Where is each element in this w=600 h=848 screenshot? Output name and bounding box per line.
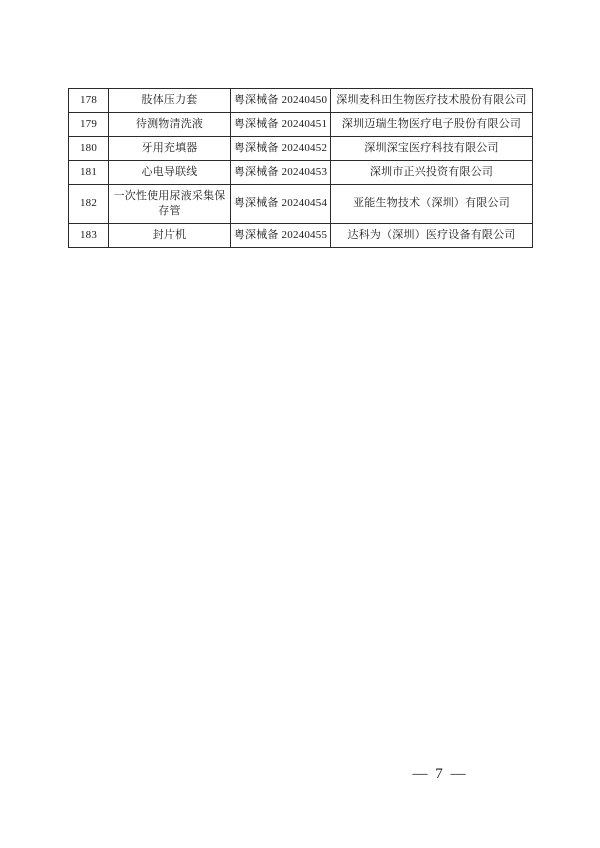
cell-company-name: 深圳市正兴投资有限公司 bbox=[331, 161, 533, 185]
table-row bbox=[69, 113, 533, 137]
cell-filing-code: 粤深械备 20240450 bbox=[231, 89, 331, 113]
cell-product-name: 待测物清洗液 bbox=[109, 113, 231, 137]
cell-serial-number: 182 bbox=[69, 185, 109, 224]
cell-product-name: 肢体压力套 bbox=[109, 89, 231, 113]
cell-company-name: 达科为（深圳）医疗设备有限公司 bbox=[331, 224, 533, 248]
cell-filing-code: 粤深械备 20240451 bbox=[231, 113, 331, 137]
cell-filing-code: 粤深械备 20240455 bbox=[231, 224, 331, 248]
table-row bbox=[69, 224, 533, 248]
cell-serial-number: 183 bbox=[69, 224, 109, 248]
table-body bbox=[69, 89, 533, 248]
cell-product-name: 封片机 bbox=[109, 224, 231, 248]
cell-filing-code: 粤深械备 20240453 bbox=[231, 161, 331, 185]
registration-table bbox=[68, 88, 533, 248]
cell-product-name: 一次性使用尿液采集保存管 bbox=[109, 185, 231, 224]
cell-filing-code: 粤深械备 20240454 bbox=[231, 185, 331, 224]
page-number: — 7 — bbox=[412, 766, 468, 782]
cell-serial-number: 178 bbox=[69, 89, 109, 113]
table-row bbox=[69, 161, 533, 185]
registration-table-container bbox=[68, 88, 532, 248]
table-row bbox=[69, 89, 533, 113]
cell-company-name: 深圳深宝医疗科技有限公司 bbox=[331, 137, 533, 161]
cell-serial-number: 181 bbox=[69, 161, 109, 185]
table-row bbox=[69, 137, 533, 161]
cell-company-name: 深圳麦科田生物医疗技术股份有限公司 bbox=[331, 89, 533, 113]
cell-serial-number: 180 bbox=[69, 137, 109, 161]
cell-filing-code: 粤深械备 20240452 bbox=[231, 137, 331, 161]
cell-company-name: 深圳迈瑞生物医疗电子股份有限公司 bbox=[331, 113, 533, 137]
cell-product-name: 心电导联线 bbox=[109, 161, 231, 185]
cell-serial-number: 179 bbox=[69, 113, 109, 137]
table-row bbox=[69, 185, 533, 224]
cell-product-name: 牙用充填器 bbox=[109, 137, 231, 161]
cell-company-name: 亚能生物技术（深圳）有限公司 bbox=[331, 185, 533, 224]
